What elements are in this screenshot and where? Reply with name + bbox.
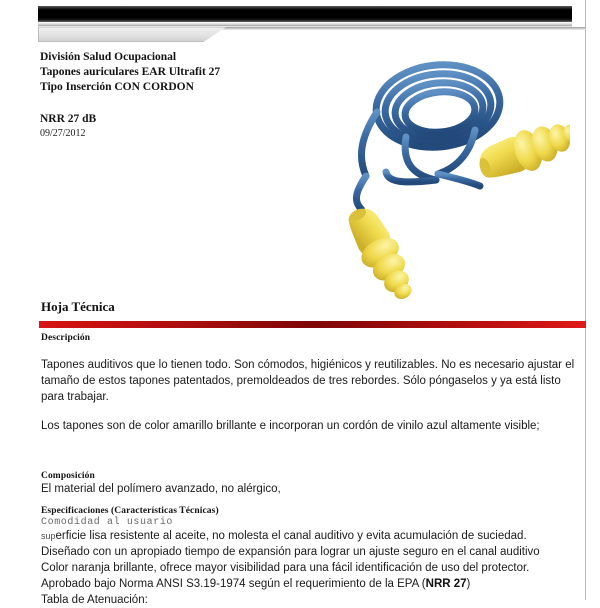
monospace-comodidad-line: Comodidad al usuario xyxy=(41,517,174,528)
spec-line-1 xyxy=(41,544,586,560)
title-line-type: Tipo Inserción CON CORDON xyxy=(40,81,194,93)
paragraph-descripcion: Tapones auditivos que lo tienen todo. Son cómodos, higiénicos y reutilizables. No es necesario ajustar el tamaño de estos tapones patentados, premoldeados de tres rebordes. Sólo póngaselos y ya está listo para trabajar. xyxy=(41,359,575,403)
subheading-especificaciones: Especificaciones (Características Técnicas) xyxy=(41,506,219,516)
specification-lines xyxy=(41,528,586,608)
approval-nrr-strong: NRR 27 xyxy=(425,578,467,590)
subheading-descripcion: Descripción xyxy=(41,333,91,343)
paragraph-composicion: El material del polímero avanzado, no alérgico, xyxy=(41,483,281,495)
nrr-block xyxy=(40,112,96,140)
paragraph-color-note: Los tapones son de color amarillo brillante e incorporan un cordón de vinilo azul altamente visible; xyxy=(41,420,540,432)
spec-line-1-text: Diseñado con un apropiado tiempo de expansión para lograr un ajuste seguro en el canal auditivo xyxy=(41,546,540,558)
title-line-product: Tapones auriculares EAR Ultrafit 27 xyxy=(40,66,221,78)
spec-line-2 xyxy=(41,560,586,576)
spec-line-2-text: Color naranja brillante, ofrece mayor visibilidad para una fácil identificación de uso del protector. xyxy=(41,562,530,574)
section-red-divider xyxy=(39,321,586,328)
approval-prefix: Aprobado bajo Norma ANSI S3.19-1974 según el requerimiento de la EPA ( xyxy=(41,578,426,590)
spec-line-table-label xyxy=(41,592,586,608)
section-heading-hoja-tecnica: Hoja Técnica xyxy=(41,299,115,314)
banner-grey-tab xyxy=(38,27,226,42)
product-image-frame xyxy=(320,34,570,310)
approval-suffix: ) xyxy=(466,578,471,590)
tabla-atenuacion-label: Tabla de Atenuación: xyxy=(41,594,148,606)
banner-black-bar xyxy=(38,6,572,22)
spec-line-0-prefix: sup xyxy=(41,531,56,541)
spec-line-approval xyxy=(41,576,586,592)
document-title-block xyxy=(40,50,320,95)
page-right-edge-rule xyxy=(585,0,586,600)
title-line-division: División Salud Ocupacional xyxy=(40,51,177,63)
spec-line-0-text: erficie lisa resistente al aceite, no molesta el canal auditivo y evita acumulación de suciedad. xyxy=(55,530,527,542)
spec-line-0 xyxy=(41,528,586,544)
document-date: 09/27/2012 xyxy=(40,128,86,139)
nrr-value: NRR 27 dB xyxy=(40,113,97,125)
subheading-composicion: Composición xyxy=(41,471,95,481)
earplug-product-image xyxy=(320,34,570,310)
